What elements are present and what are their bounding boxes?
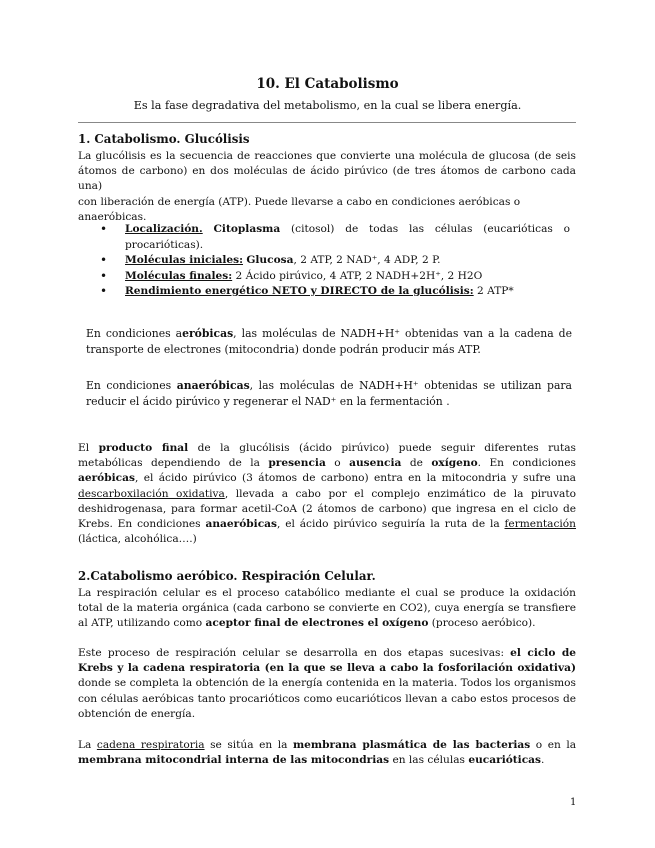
- bullet-moleculas-finales: • Moléculas finales: 2 Ácido pirúvico, 4 ATP, 2 NADH+2H⁺, 2 H2O: [100, 268, 483, 283]
- horizontal-rule: [78, 122, 576, 123]
- page-number: 1: [570, 797, 577, 808]
- section-1-intro-text-2: con liberación de energía (ATP). Puede llevarse a cabo en condiciones aeróbicas o anaeróbicas.: [78, 195, 521, 223]
- bullet-rendimiento: • Rendimiento energético NETO y DIRECTO de la glucólisis: 2 ATP*: [100, 284, 514, 298]
- section-1-intro-text: La glucólisis es la secuencia de reacciones que convierte una molécula de glucosa (de seis átomos de carbono) en dos moléculas de ácido pirúvico (de tres átomos de carbono cada una): [78, 150, 576, 193]
- section-2-paragraph-1: La respiración celular es el proceso catabólico mediante el cual se produce la oxidación total de la materia orgánica (cada carbono se convierte en CO2), cuya energía se transfiere al ATP, utilizando como aceptor final de electrones el oxígeno (proceso aeróbico).: [78, 587, 576, 630]
- section-1-heading: 1. Catabolismo. Glucólisis: [78, 132, 250, 146]
- section-1-intro: [78, 149, 576, 225]
- bullet-localizacion: • Localización. Citoplasma (citosol) de todas las células (eucarióticas o procarióticas).: [100, 222, 570, 251]
- anaerobic-note: En condiciones anaeróbicas, las moléculas de NADH+H⁺ obtenidas se utilizan para reducir el ácido pirúvico y regenerar el NAD⁺ en la fermentación .: [86, 379, 572, 408]
- section-1-product-paragraph: El producto final de la glucólisis (ácido pirúvico) puede seguir diferentes rutas metabólicas dependiendo de la presencia o ausencia de oxígeno. En condiciones aeróbicas, el ácido pirúvico (3 átomos de carbono) entra en la mitocondria y sufre una descarboxilación oxidativa, llevada a cabo por el complejo enzimático de la piruvato deshidrogenasa, para formar acetil-CoA (2 átomos de carbono) que ingresa en el ciclo de Krebs. En condiciones anaeróbicas, el ácido pirúvico seguiría la ruta de la fermentación (láctica, alcohólica….): [78, 442, 576, 546]
- glycolysis-bullet-list: [100, 222, 570, 300]
- aerobic-note: En condiciones aeróbicas, las moléculas de NADH+H⁺ obtenidas van a la cadena de transporte de electrones (mitocondria) donde podrán producir más ATP.: [86, 327, 572, 356]
- document-subtitle: Es la fase degradativa del metabolismo, en la cual se libera energía.: [133, 99, 522, 112]
- section-2-paragraph-3: La cadena respiratoria se sitúa en la membrana plasmática de las bacterias o en la membrana mitocondrial interna de las mitocondrias en las células eucarióticas.: [78, 739, 577, 767]
- section-2-paragraph-2: Este proceso de respiración celular se desarrolla en dos etapas sucesivas: el ciclo de Krebs y la cadena respiratoria (en la que se lleva a cabo la fosforilación oxidativa) donde se completa la obtención de la energía contenida en la materia. Todos los organismos con células aeróbicas tanto procarióticos como eucarióticos llevan a cabo estos procesos de obtención de energía.: [78, 647, 576, 720]
- document-title: 10. El Catabolismo: [256, 76, 399, 92]
- section-2-heading: 2.Catabolismo aeróbico. Respiración Celular.: [78, 569, 376, 583]
- bullet-moleculas-iniciales: • Moléculas iniciales: Glucosa, 2 ATP, 2 NAD⁺, 4 ADP, 2 P.: [100, 253, 441, 267]
